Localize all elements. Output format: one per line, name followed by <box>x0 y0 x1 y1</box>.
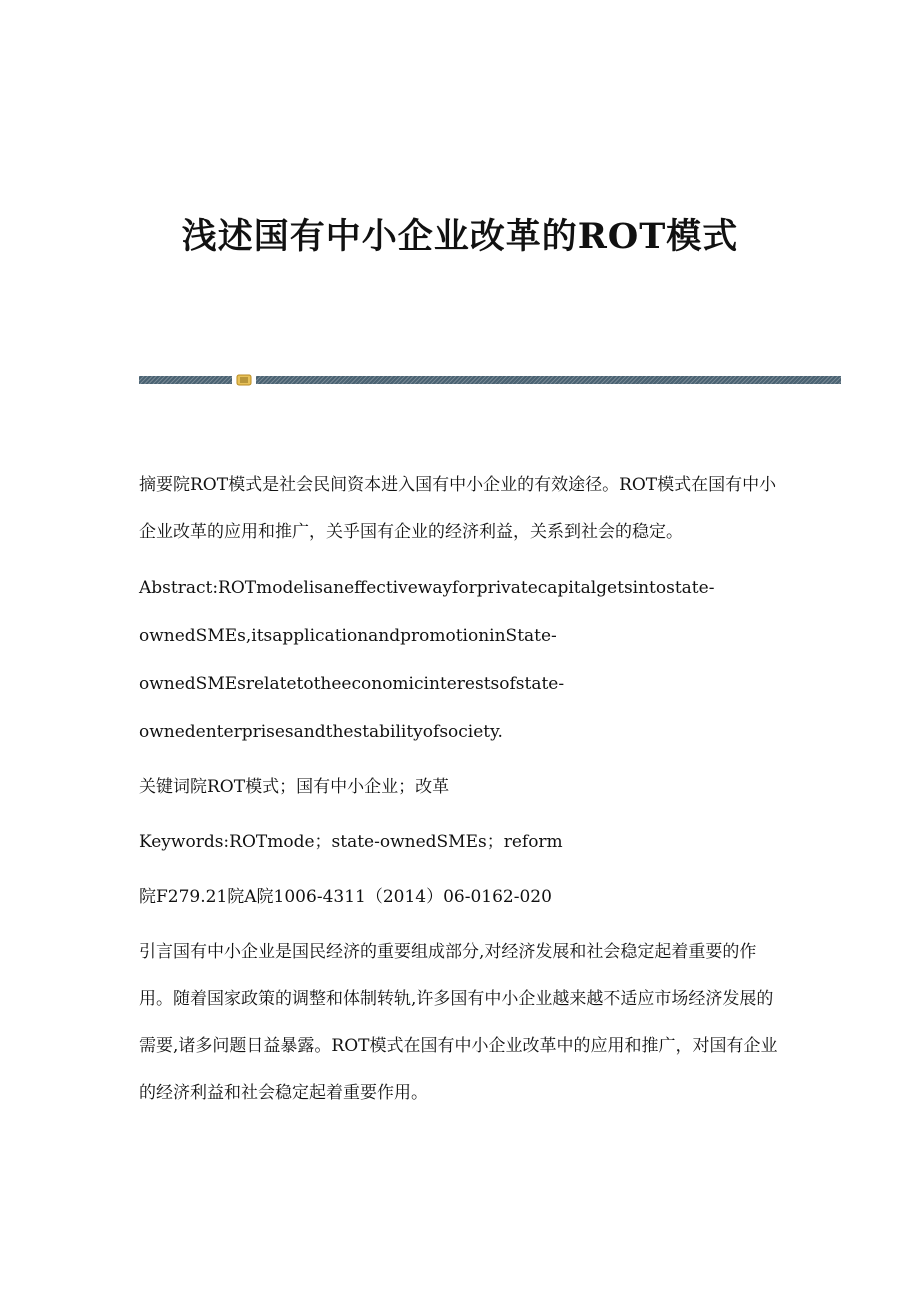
abstract-english-line: ownedSMEs,itsapplicationandpromotioninState- <box>139 626 557 646</box>
keywords-chinese: 关键词院ROT模式；国有中小企业；改革 <box>139 777 450 797</box>
abstract-english-line: ownedSMEsrelatetotheeconomicinterestsofstate- <box>139 674 565 694</box>
document-body <box>139 462 784 1117</box>
title-divider <box>139 374 841 386</box>
divider-bar-right <box>256 376 841 384</box>
abstract-english-line: Abstract:ROTmodelisaneffectivewayforprivatecapitalgetsintostate- <box>139 578 715 598</box>
divider-ornament-icon <box>236 374 252 386</box>
introduction-paragraph: 引言国有中小企业是国民经济的重要组成部分,对经济发展和社会稳定起着重要的作用。随着国家政策的调整和体制转轨,许多国有中小企业越来越不适应市场经济发展的需要,诸多问题日益暴露。ROT模式在国有中小企业改革中的应用和推广，对国有企业的经济利益和社会稳定起着重要作用。 <box>139 942 778 1103</box>
abstract-english-line: ownedenterprisesandthestabilityofsociety. <box>139 722 503 742</box>
document-title: 浅述国有中小企业改革的ROT模式 <box>181 216 739 257</box>
classification-codes: 院F279.21院A院1006-4311（2014）06-0162-020 <box>139 887 552 907</box>
abstract-english <box>139 564 784 756</box>
keywords-english: Keywords:ROTmode；state-ownedSMEs；reform <box>139 832 563 852</box>
abstract-chinese: 摘要院ROT模式是社会民间资本进入国有中小企业的有效途径。ROT模式在国有中小企业改革的应用和推广，关乎国有企业的经济利益，关系到社会的稳定。 <box>139 475 777 542</box>
divider-bar-left <box>139 376 232 384</box>
